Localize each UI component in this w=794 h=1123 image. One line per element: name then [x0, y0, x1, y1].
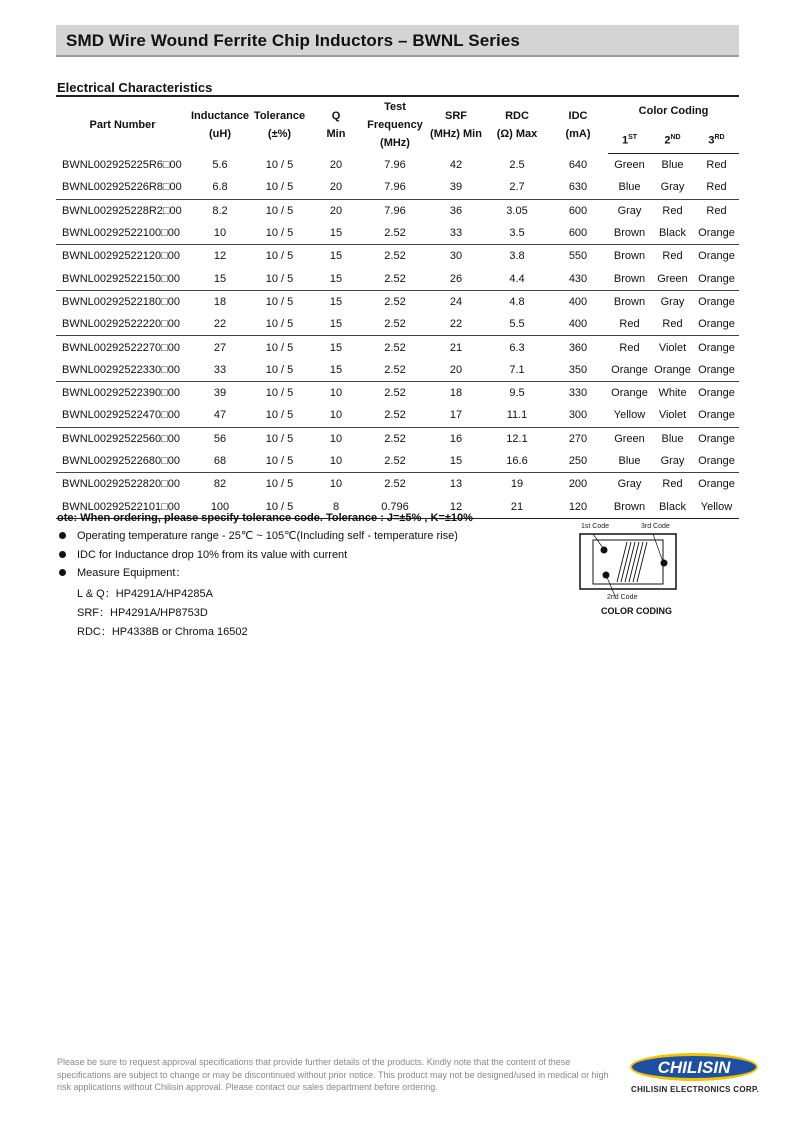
table-cell: 82: [213, 478, 227, 491]
table-cell: 10 / 5: [265, 204, 294, 217]
table-cell: 7.1: [486, 359, 548, 382]
table-cell: 47: [189, 404, 251, 427]
table-row: [56, 290, 739, 313]
section-title: Electrical Characteristics: [57, 80, 213, 95]
chilisin-logo: [626, 1048, 762, 1098]
table-cell: Black: [651, 495, 694, 518]
table-cell: 10: [189, 222, 251, 245]
table-cell: BWNL00292522270□00: [62, 341, 180, 354]
table-cell: 10: [308, 404, 364, 427]
table-cell: 10: [329, 432, 343, 445]
label-1st-code: 1st Code: [581, 523, 610, 530]
table-cell: 21: [486, 495, 548, 518]
table-cell: 7.96: [384, 204, 406, 217]
table-cell: 5.6: [212, 158, 228, 171]
table-cell: 18: [213, 295, 227, 308]
table-cell: 2.52: [384, 341, 406, 354]
header-color-coding: Color Coding: [638, 105, 709, 117]
table-cell: Green: [614, 432, 645, 445]
table-cell: Orange: [698, 250, 735, 263]
table-cell: 10 / 5: [251, 313, 308, 336]
table-cell: Orange: [694, 313, 739, 336]
table-cell: Orange: [694, 267, 739, 290]
table-row: [56, 381, 739, 404]
table-cell: BWNL00292522120□00: [62, 250, 180, 263]
table-row: [56, 313, 739, 336]
logo-wordmark: CHILISIN: [657, 1058, 731, 1077]
table-cell: 400: [568, 295, 588, 308]
table-cell: Orange: [694, 359, 739, 382]
table-cell: 8.2: [212, 204, 228, 217]
table-cell: 4.4: [486, 267, 548, 290]
table-cell: 10 / 5: [265, 432, 294, 445]
table-cell: BWNL00292522150□00: [56, 267, 189, 290]
table-cell: 18: [449, 387, 463, 400]
table-cell: 39: [213, 387, 227, 400]
table-cell: 10 / 5: [251, 404, 308, 427]
table-cell: 350: [548, 359, 608, 382]
table-cell: 10 / 5: [265, 478, 294, 491]
header-tolerance: Tolerance (±%): [253, 110, 306, 141]
table-cell: Gray: [660, 295, 685, 308]
table-cell: Orange: [698, 295, 735, 308]
table-cell: Brown: [608, 495, 651, 518]
table-cell: 12: [426, 495, 486, 518]
table-cell: 250: [548, 450, 608, 473]
table-cell: BWNL002925225R6□00: [62, 158, 182, 171]
table-cell: 39: [426, 176, 486, 199]
table-cell: 10 / 5: [265, 295, 294, 308]
table-cell: 30: [449, 250, 463, 263]
header-part-number: Part Number: [89, 119, 156, 132]
header-srf: SRF (MHz) Min: [430, 110, 482, 141]
table-cell: 330: [568, 387, 588, 400]
table-cell: Gray: [617, 478, 642, 491]
table-cell: 24: [449, 295, 463, 308]
header-code-3rd: 3RD: [694, 125, 739, 154]
table-cell: 20: [329, 204, 343, 217]
table-cell: 10 / 5: [265, 387, 294, 400]
ordering-note: ote: When ordering, please specify tolerance code. Tolerance : J=±5% , K=±10%: [57, 512, 473, 524]
bullet-icon: [59, 551, 66, 558]
label-2nd-code: 2nd Code: [607, 594, 638, 601]
table-cell: 640: [568, 158, 588, 171]
table-cell: 42: [449, 158, 463, 171]
table-cell: 15: [329, 250, 343, 263]
table-cell: Red: [706, 159, 727, 172]
table-cell: Red: [608, 313, 651, 336]
table-cell: 10 / 5: [265, 250, 294, 263]
table-cell: 300: [548, 404, 608, 427]
table-cell: Yellow: [694, 495, 739, 518]
color-coding-diagram: [575, 520, 715, 620]
table-cell: 270: [568, 432, 588, 445]
table-cell: Gray: [651, 176, 694, 199]
table-cell: Red: [619, 341, 640, 354]
table-cell: 27: [213, 341, 227, 354]
table-cell: 10: [329, 478, 343, 491]
table-cell: 3.8: [509, 250, 525, 263]
table-cell: Gray: [617, 204, 642, 217]
table-cell: 11.1: [486, 404, 548, 427]
table-cell: 17: [426, 404, 486, 427]
table-cell: Brown: [613, 250, 646, 263]
table-cell: 20: [426, 359, 486, 382]
table-cell: 2.7: [486, 176, 548, 199]
table-cell: 10 / 5: [251, 359, 308, 382]
note-item: Operating temperature range - 25℃ ~ 105℃(Including self - temperature rise): [57, 527, 458, 546]
table-row: [56, 450, 739, 473]
table-body: [56, 154, 739, 519]
table-cell: 10 / 5: [251, 176, 308, 199]
table-cell: 2.52: [384, 432, 406, 445]
table-cell: Violet: [658, 341, 687, 354]
table-cell: BWNL00292522220□00: [56, 313, 189, 336]
table-cell: 9.5: [509, 387, 525, 400]
table-cell: BWNL002925228R2□00: [62, 204, 182, 217]
table-cell: 20: [329, 158, 343, 171]
table-cell: 4.8: [509, 295, 525, 308]
header-q: Q Min: [326, 110, 346, 141]
logo-mark: [626, 1048, 762, 1086]
table-cell: Orange: [608, 359, 651, 382]
table-cell: 22: [426, 313, 486, 336]
table-cell: Violet: [651, 404, 694, 427]
table-cell: 10 / 5: [251, 495, 308, 518]
table-cell: Blue: [608, 176, 651, 199]
table-cell: BWNL00292522820□00: [62, 478, 180, 491]
table-cell: Orange: [651, 359, 694, 382]
table-row: [56, 336, 739, 359]
table-row: [56, 176, 739, 199]
table-cell: BWNL00292522101□00: [56, 495, 189, 518]
table-cell: 2.52: [384, 250, 406, 263]
electrical-characteristics-table: [56, 97, 739, 519]
table-cell: 19: [510, 478, 524, 491]
equipment-lq: L & Q：HP4291A/HP4285A: [77, 588, 213, 600]
table-cell: 0.796: [364, 495, 426, 518]
table-cell: 15: [426, 450, 486, 473]
table-cell: White: [658, 387, 687, 400]
table-row: [56, 245, 739, 268]
table-cell: Yellow: [608, 404, 651, 427]
table-cell: BWNL00292522680□00: [56, 450, 189, 473]
table-cell: Red: [662, 204, 683, 217]
table-cell: 36: [449, 204, 463, 217]
header-test-frequency: Test Frequency (MHz): [367, 101, 423, 150]
table-row: [56, 199, 739, 222]
table-cell: Orange: [698, 341, 735, 354]
table-cell: BWNL00292522560□00: [62, 432, 180, 445]
chip-inductor-drawing: [575, 520, 715, 600]
table-row: [56, 404, 739, 427]
table-cell: Red: [662, 250, 683, 263]
table-cell: Green: [614, 159, 645, 172]
table-cell: Black: [651, 222, 694, 245]
table-cell: Gray: [651, 450, 694, 473]
table-cell: 10 / 5: [251, 267, 308, 290]
table-cell: 56: [213, 432, 227, 445]
table-cell: 8: [308, 495, 364, 518]
table-cell: 12.1: [506, 432, 528, 445]
table-cell: 26: [426, 267, 486, 290]
table-row: [56, 154, 739, 177]
table-cell: Red: [651, 313, 694, 336]
table-cell: BWNL002925226R8□00: [56, 176, 189, 199]
table-cell: 16: [449, 432, 463, 445]
footer-disclaimer: Please be sure to request approval specifications that provide further details of the products. Kindly note that the content of these specifications are subject to change or may be discontinued without prior notice. This product may not be designed/used in medical or high risk applications without Chilisin approval. Please contact our sales department before ordering.: [57, 1057, 609, 1092]
equipment-rdc: RDC：HP4338B or Chroma 16502: [77, 626, 248, 638]
table-cell: 430: [548, 267, 608, 290]
header-inductance: Inductance (uH): [190, 110, 250, 141]
header-code-2nd: 2ND: [651, 125, 694, 154]
table-cell: Blue: [661, 432, 684, 445]
table-cell: 68: [189, 450, 251, 473]
table-cell: 33: [426, 222, 486, 245]
table-cell: BWNL00292522470□00: [56, 404, 189, 427]
table-cell: 630: [548, 176, 608, 199]
table-cell: 20: [308, 176, 364, 199]
table-cell: 100: [189, 495, 251, 518]
table-cell: 15: [329, 341, 343, 354]
table-cell: 2.52: [364, 313, 426, 336]
table-cell: Brown: [608, 222, 651, 245]
table-cell: 10: [308, 450, 364, 473]
table-cell: Orange: [694, 404, 739, 427]
table-cell: Orange: [611, 387, 648, 400]
table-cell: 15: [189, 267, 251, 290]
table-row: [56, 359, 739, 382]
table-cell: Red: [694, 176, 739, 199]
table-cell: Brown: [613, 295, 646, 308]
table-cell: 2.52: [364, 404, 426, 427]
table-cell: 120: [548, 495, 608, 518]
table-cell: Red: [662, 478, 683, 491]
table-cell: 13: [449, 478, 463, 491]
table-row: [56, 222, 739, 245]
table-cell: BWNL00292522100□00: [56, 222, 189, 245]
table-cell: 2.52: [364, 222, 426, 245]
table-cell: 2.52: [384, 295, 406, 308]
table-cell: 10 / 5: [251, 450, 308, 473]
header-idc: IDC (mA): [565, 110, 591, 141]
table-cell: 15: [329, 295, 343, 308]
table-cell: 5.5: [486, 313, 548, 336]
table-cell: 6.8: [189, 176, 251, 199]
table-cell: Blue: [661, 159, 684, 172]
table-cell: 10 / 5: [265, 341, 294, 354]
diagram-caption: COLOR CODING: [601, 606, 672, 616]
table-cell: Orange: [694, 450, 739, 473]
table-cell: 7.96: [384, 158, 406, 171]
title-bar: [56, 25, 739, 57]
table-cell: 2.52: [364, 450, 426, 473]
table-cell: Orange: [698, 432, 735, 445]
label-3rd-code: 3rd Code: [641, 523, 670, 530]
table-cell: 12: [213, 250, 227, 263]
table-cell: 2.5: [509, 158, 525, 171]
table-cell: 15: [308, 267, 364, 290]
table-cell: 21: [449, 341, 463, 354]
header-rdc: RDC (Ω) Max: [496, 110, 538, 141]
table-cell: 10: [329, 387, 343, 400]
table-cell: 15: [308, 222, 364, 245]
table-cell: 16.6: [486, 450, 548, 473]
table-cell: 7.96: [364, 176, 426, 199]
table-cell: 15: [308, 359, 364, 382]
table-cell: 2.52: [384, 387, 406, 400]
table-cell: 10 / 5: [251, 222, 308, 245]
equipment-srf: SRF：HP4291A/HP8753D: [77, 607, 208, 619]
table-cell: 2.52: [364, 267, 426, 290]
table-cell: BWNL00292522390□00: [62, 387, 180, 400]
table-cell: BWNL00292522330□00: [56, 359, 189, 382]
bullet-icon: [59, 569, 66, 576]
company-name: CHILISIN ELECTRONICS CORP.: [631, 1085, 760, 1094]
note-item: Measure Equipment：: [57, 564, 458, 583]
table-cell: 3.5: [486, 222, 548, 245]
note-item: IDC for Inductance drop 10% from its value with current: [57, 546, 458, 565]
table-row: [56, 473, 739, 496]
table-cell: 33: [189, 359, 251, 382]
header-code-1st: 1ST: [608, 125, 651, 154]
table-row: [56, 267, 739, 290]
table-cell: Brown: [608, 267, 651, 290]
table-cell: 600: [548, 222, 608, 245]
page-title: SMD Wire Wound Ferrite Chip Inductors – BWNL Series: [66, 31, 520, 50]
table-cell: 10 / 5: [265, 158, 294, 171]
table-cell: Orange: [694, 222, 739, 245]
table-cell: 6.3: [509, 341, 525, 354]
notes-list: [57, 527, 458, 583]
table-cell: 360: [568, 341, 588, 354]
table-cell: Blue: [608, 450, 651, 473]
table-cell: Orange: [698, 478, 735, 491]
table-cell: Green: [651, 267, 694, 290]
table-cell: 600: [568, 204, 588, 217]
table-cell: 550: [568, 250, 588, 263]
bullet-icon: [59, 532, 66, 539]
table-cell: 2.52: [384, 478, 406, 491]
table-cell: 15: [308, 313, 364, 336]
table-cell: 2.52: [364, 359, 426, 382]
table-cell: 22: [189, 313, 251, 336]
table-cell: 400: [548, 313, 608, 336]
table-cell: Orange: [698, 387, 735, 400]
table-cell: 200: [568, 478, 588, 491]
table-cell: BWNL00292522180□00: [62, 295, 180, 308]
table-row: [56, 427, 739, 450]
table-cell: 3.05: [506, 204, 528, 217]
table-cell: Red: [706, 204, 727, 217]
